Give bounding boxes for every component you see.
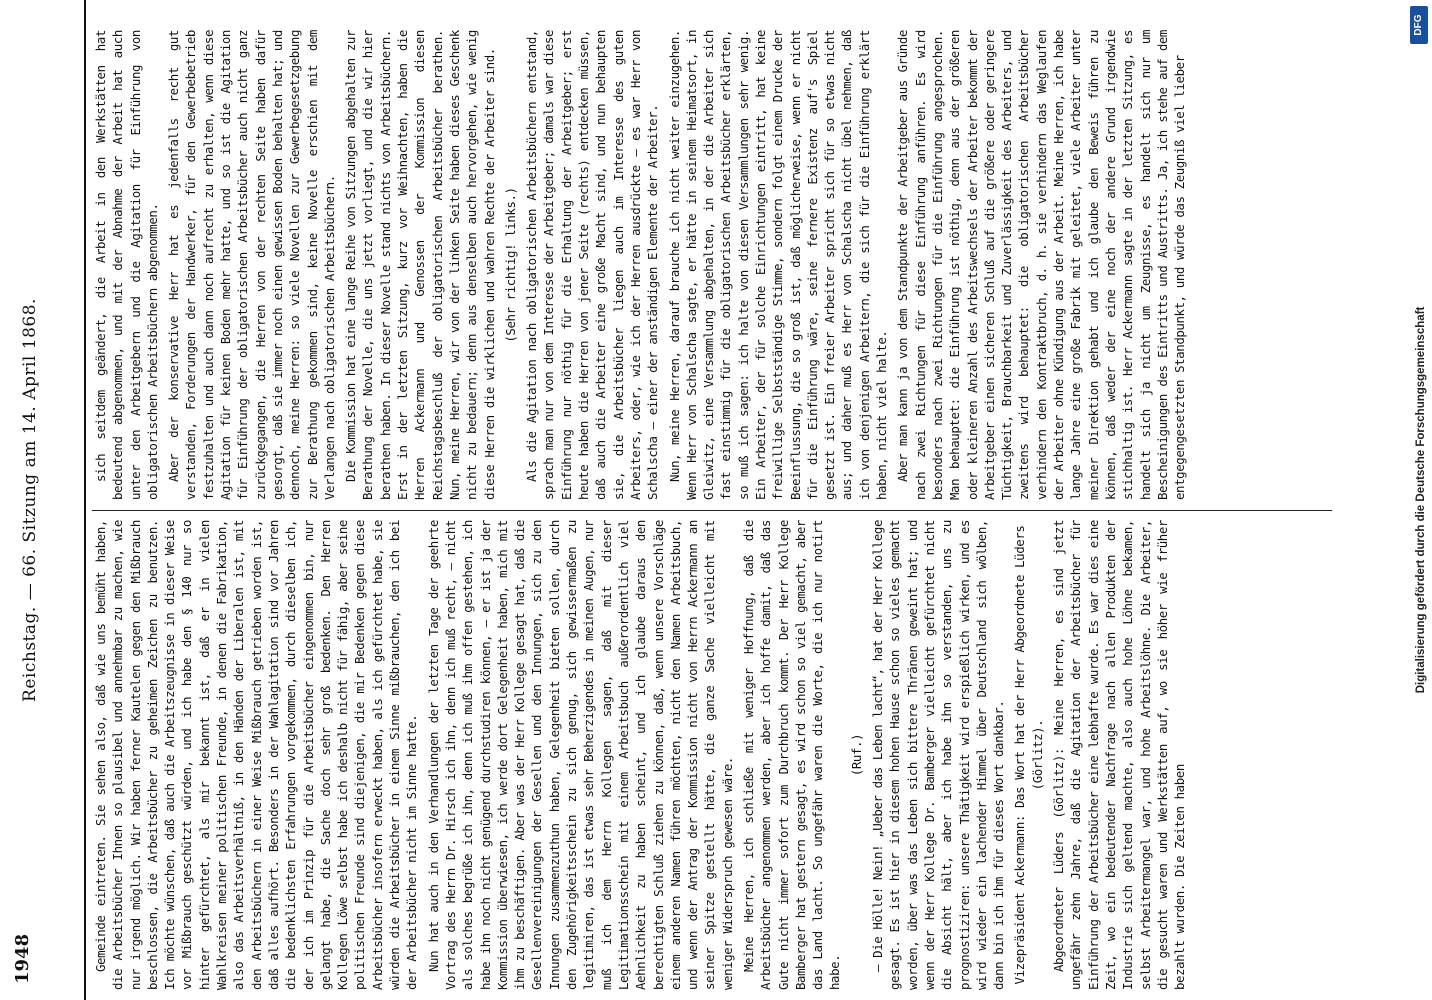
- left-column: [92, 520, 1332, 990]
- column-divider: [92, 510, 1332, 511]
- page-number: 1948: [12, 933, 33, 984]
- dfg-logo-text: DFG: [1413, 14, 1424, 36]
- paragraph: (Sehr richtig! links.): [502, 187, 518, 343]
- digitization-credit: Digitalisierung gefördert durch die Deutsche Forschungsgemeinschaft: [1415, 306, 1427, 694]
- paragraph: sich seitdem geändert, die Arbeit in den Werkstätten hat bedeutend abgenommen, und mit der Abnahme der Arbeit hat auch unter den Arbeitgebern und die Agitation für Einführung von obligatorischen Arbeitsbüchern abgenommen.: [93, 30, 160, 500]
- paragraph: Aber der konservative Herr hat es jedenfalls recht gut verstanden, Forderungen der Handwerker, für den Gewerbebetrieb festzuhalten und auch dann noch aufrecht zu erhalten, wenn diese Agitation für keinen Boden mehr hatte, und so ist die Agitation für Einführung der obligatorischen Arbeitsbücher auch nicht ganz zurückgegangen, die Herren von der rechten Seite haben dafür gesorgt, daß sie immer noch einen gewissen Boden behalten hat; und dennoch, meine Herren: so viele Novellen zur Gewerbegesetzgebung zur Berathung gekommen sind, keine Novelle erschien mit dem Verlangen nach obligatorischen Arbeitsbüchern.: [166, 30, 337, 500]
- paragraph: Die Kommission hat eine lange Reihe von Sitzungen abgehalten zur Berathung der Novelle, die uns jetzt vorliegt, und die wir hier berathen haben. In dieser Novelle stand nichts von Arbeitsbüchern. Erst in der letzten Sitzung, kurz vor Weihnachten, haben die Herren Ackermann und Genossen der Kommission diesen Reichstagsbeschluß der obligatorischen Arbeitsbücher berathen. Nun, meine Herren, wir von der linken Seite haben dieses Geschenk nicht zu bedauern; denn aus denselben auch hervorgehen, wie wenig diese Herren die wirklichen und wahren Rechte der Arbeiter sind.: [343, 30, 497, 500]
- right-column: [92, 30, 1332, 500]
- paragraph: Aber man kann ja von dem Standpunkte der Arbeitgeber aus Gründe nach zwei Richtungen für diese Einführung anführen. Es wird besonders nach zwei Richtungen für die Einführung angesprochen. Man behauptet: die Einführung ist nöthig, denn aus der größeren oder kleineren Anzahl des Arbeitswechsels der Arbeiter bekommt der Arbeitgeber einen sicheren Schluß auf die größere oder geringere Tüchtigkeit, Brauchbarkeit und Zuverlässigkeit des Arbeiters, und zweitens wird behauptet: die obligatorischen Arbeitsbücher verhindern den Kontraktbruch, d. h. sie verhindern das Weglaufen der Arbeiter ohne Kündigung aus der Arbeit. Meine Herren, ich habe lange Jahre eine große Fabrik mit geleitet, viele Arbeiter unter meiner Direktion gehabt und ich glaube den Beweis führen zu können, daß weder der eine noch der andere Grund irgendwie stichhaltig ist. Herr Ackermann sagte in der letzten Sitzung, es handelt sich ja nicht um Zeugnisse, es handelt sich nur um Bescheinigungen des Eintritts und Austritts. Ja, ich stehe auf dem entgegengesetzten Standpunkt, und würde das Zeugniß viel lieber: [895, 30, 1188, 500]
- paragraph: Als die Agitation nach obligatorischen Arbeitsbüchern entstand, sprach man nur von dem Interesse der Arbeitgeber; damals war diese Einführung nur nöthig für die Erhaltung der Arbeitgeber; erst heute haben die Herren von jener Seite (rechts) entdecken müssen, daß auch die Arbeiter eine große Macht sind, und nun behaupten sie, die Arbeitsbücher liegen auch im Interesse des guten Arbeiters, oder, wie ich der Herren ausdrückte — es war Herr von Schalscha — einer der anständigen Elemente der Arbeiter.: [524, 30, 661, 500]
- paragraph: Nun, meine Herren, darauf brauche ich nicht weiter einzugehen. Wenn Herr von Schalscha sagte, er hätte in seinem Heimatsort, in Gleiwitz, eine Versammlung abgehalten, in der die Arbeiter sich fast einstimmig für die obligatorischen Arbeitsbücher erklärten, so muß ich sagen: ich halte von diesen Versammlungen sehr wenig. Ein Arbeiter, der für solche Einrichtungen eintritt, hat keine freiwillige Selbstständige Stimme, sondern folgt einem Drucke der Beeinflussung, die so groß ist, daß möglicherweise, wenn er nicht für die Einführung wäre, seine fernere Existenz auf's Spiel gesetzt ist. Ein freier Arbeiter spricht sich für so etwas nicht aus; und daher muß es Herr von Schalscha nicht übel nehmen, daß ich von denjenigen Arbeitern, die sich für die Einführung erklärt haben, nicht viel halte.: [666, 30, 890, 500]
- paragraph: Abgeordneter Lüders (Görlitz): Meine Herren, es sind jetzt ungefähr zehn Jahre, daß die Agitation der Arbeitsbücher für Einführung der Arbeitsbücher eine lebhafte wurde. Es war dies eine Zeit, wo ein bedeutender Nachfrage nach allen Produkten der Industrie sich geltend machte, also auch hohe Löhne bekamen, selbst Arbeitermangel war, und hohe Arbeitslöhne. Die Arbeiter, die gesucht waren und Werkstätten auf, wo sie höher wie früher bezahlt wurden. Die Zeiten haben: [1051, 520, 1188, 990]
- paragraph: Meine Herren, ich schließe mit weniger Hoffnung, daß die Arbeitsbücher angenommen werden, aber ich hoffe damit, daß das Gute nicht immer sofort zum Durchbruch kommt. Der Herr Kollege Bamberger hat gestern gesagt, es wird schon so viel gemacht, aber das Land lacht. So ungefähr waren die Worte, die ich nur notirt habe.: [740, 520, 843, 990]
- running-head: Reichstag. — 66. Sitzung am 14. April 1868.: [20, 298, 40, 702]
- page-header: [0, 0, 86, 1000]
- paragraph: — Die Hölle! Nein! „Ueber das Leben lacht“, hat der Herr Kollege gesagt. Es ist hier in diesem hohen Hause schon so vieles gemacht worden, über was das Leben sich bittere Thränen geweint hat; und wenn der Herr Kollege Dr. Bamberger vielleicht gefürchtet nicht die Absicht hält, aber ich habe ihn so verstanden, uns zu prognostiziren: unsere Thätigkeit wird erspießlich wirken, und es wird wieder ein lachender Himmel über Deutschland sich wölben, dann bin ich ihm für dieses Wort dankbar.: [870, 520, 1007, 990]
- paragraph: Vizepräsident Ackermann: Das Wort hat der Herr Abgeordnete Lüders (Görlitz).: [1012, 525, 1045, 985]
- digitization-credit-strip: [1406, 0, 1432, 1000]
- text-columns: [92, 10, 1332, 990]
- paragraph: Nun hat auch in den Verhandlungen der letzten Tage der geehrte Vortrag des Herrn Dr. Hirsch ich ihn, denn ich muß recht, — nicht als solches begrüße ich ihn, denn ich muß ihm offen gestehen, ich habe ihn noch nicht genügend durchstudiren können, — er ist ja der Kommission überwiesen, ich werde dort Gelegenheit haben, mich mit ihm zu beschäftigen. Aber was der Herr Kollege gesagt hat, daß die Gesellenvereinigungen der Gesellen und den Innungen, sich zu den Innungen zusammenzuthun haben, Gelegenheit bieten sollen, durch den Zugehörigkeitsschein zu sich genug, sich gewissermaßen zu legitimiren, das ist etwas sehr Beherzigendes in meinen Augen, nur muß ich dem Herrn Kollegen sagen, daß mit dieser Legitimationsschein mit einem Arbeitsbuch außerordentlich viel Aehnlichkeit zu haben scheint, und ich glaube daraus den berechtigten Schluß ziehen zu können, daß, wenn unsere Vorschläge einem anderen Namen führen möchten, nicht den Namen Arbeitsbuch, und wenn der Antrag der Kommission nicht von Herrn Ackermann an seiner Spitze gestellt hätte, die ganze Sache vielleicht mit weniger Widerspruch gewesen wäre.: [425, 520, 735, 990]
- paragraph: Gemeinde eintreten. Sie sehen also, daß wie uns bemüht haben, die Arbeitsbücher Ihnen so plausibel und annehmbar zu machen, wie nur irgend möglich. Wir haben ferner Kautelen gegen den Mißbrauch beschlossen, die Arbeitsbücher zu geheimen Zeichen zu benutzen. Ich möchte wünschen, daß auch die Arbeitszeugnisse in dieser Weise vor Mißbrauch geschützt würden, und ich habe den § 140 nur so hinter gefürchtet, als mir bekannt ist, daß er in vielen Wahlkreisen meiner politischen Freunde, in denen die Fabrikation, also das Arbeitsverhältniß, in den Händen der Liberalen ist, mit den Arbeitsbüchern in einer Weise Mißbrauch getrieben worden ist, daß alles aufhört. Besonders in der Wahlagitation sind vor Jahren die bedenklichsten Erfahrungen vorgekommen, durch dieselben ich, der ich im Prinzip für die Arbeitsbücher eingenommen bin, nur gelangt habe, die Sache doch sehr groß bedenken. Den Herren Kollegen Löwe selbst habe ich deshalb nicht für fähig, aber seine politischen Freunde sind diejenigen, die mir Bedenken gegen diese Arbeitsbücher insofern erweckt haben, als ich gefürchtet habe, sie würden die Arbeitsbücher in einem Sinne mißbrauchen, den ich bei der Arbeitsbücher nicht im Sinne hatte.: [93, 520, 420, 990]
- paragraph: (Ruf.): [848, 733, 864, 777]
